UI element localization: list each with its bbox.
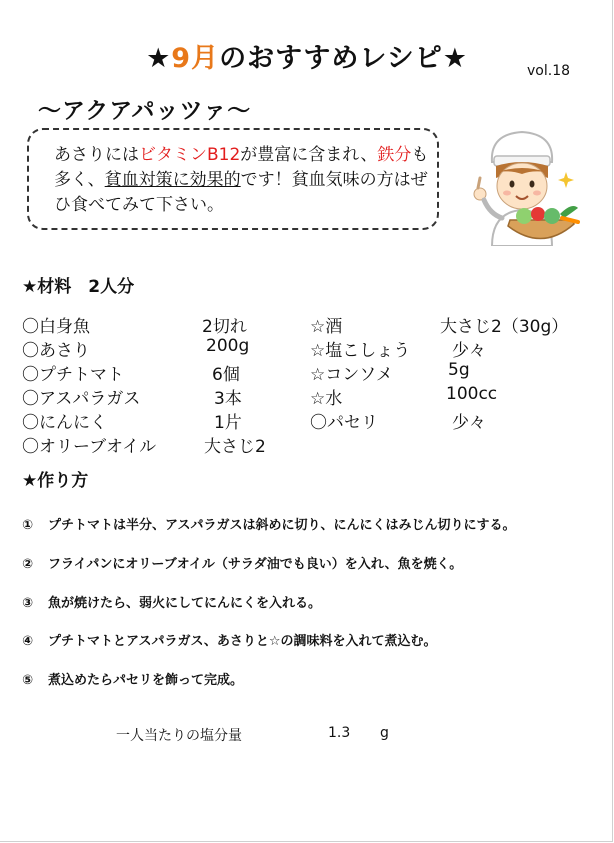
dish-name: ～アクアパッツァ～	[38, 98, 252, 124]
ingredient-qty: 2切れ	[202, 317, 247, 337]
ingredient-qty: 200g	[206, 336, 250, 356]
title-main: のおすすめレシピ★	[219, 43, 468, 74]
ingredient-name: ☆水	[310, 389, 343, 409]
ingredient-qty: 1片	[214, 413, 242, 433]
iron-highlight: 鉄分	[377, 145, 412, 165]
step-item	[22, 592, 321, 611]
title-month: 9月	[171, 43, 220, 74]
step-number: ③	[22, 596, 34, 611]
intro-text-part: も多く、	[54, 145, 429, 190]
intro-text	[54, 143, 434, 218]
volume-label: vol.18	[527, 63, 571, 79]
step-item	[22, 669, 243, 688]
ingredient-qty: 3本	[214, 389, 242, 409]
step-number: ①	[22, 518, 34, 533]
ingredient-qty: 大さじ2	[204, 437, 266, 457]
step-item	[22, 514, 515, 533]
intro-text-part: が豊富に含まれ、	[240, 145, 378, 165]
step-item	[22, 553, 462, 572]
step-number: ②	[22, 557, 34, 572]
intro-text-part: あさりには	[54, 145, 139, 165]
ingredient-qty: 少々	[452, 341, 486, 361]
ingredient-qty: 5g	[448, 360, 470, 380]
ingredient-name: 〇パセリ	[310, 413, 378, 433]
salt-unit: g	[380, 725, 389, 741]
step-text: プチトマトは半分、アスパラガスは斜めに切り、にんにくはみじん切りにする。	[48, 518, 516, 533]
ingredient-name: 〇プチトマト	[22, 365, 124, 385]
ingredient-qty: 少々	[452, 413, 486, 433]
step-number: ⑤	[22, 673, 34, 688]
chef-illustration	[462, 122, 582, 246]
ingredient-name: 〇アスパラガス	[22, 389, 141, 409]
ingredient-name: 〇あさり	[22, 341, 90, 361]
ingredient-name: 〇にんにく	[22, 413, 107, 433]
step-text: 魚が焼けたら、弱火にしてにんにくを入れる。	[48, 596, 322, 611]
steps-heading: ★作り方	[22, 471, 89, 491]
step-text: 煮込めたらパセリを飾って完成。	[48, 673, 244, 688]
step-text: フライパンにオリーブオイル（サラダ油でも良い）を入れ、魚を焼く。	[48, 557, 463, 572]
step-item	[22, 630, 437, 649]
ingredient-name: 〇白身魚	[22, 317, 90, 337]
ingredient-name: ☆酒	[310, 317, 343, 337]
ingredient-qty: 大さじ2（30g）	[440, 317, 569, 337]
salt-value: 1.3	[328, 725, 351, 741]
salt-label: 一人当たりの塩分量	[116, 728, 242, 744]
anemia-underline: 貧血対策に効果的	[104, 170, 241, 190]
title-prefix: ★	[146, 43, 172, 74]
ingredient-name: ☆塩こしょう	[310, 341, 411, 361]
ingredients-heading: ★材料 2人分	[22, 277, 135, 297]
step-number: ④	[22, 634, 34, 649]
ingredient-qty: 100cc	[446, 384, 498, 404]
intro-text-part: です！貧血気味の方はぜひ食べてみて下さい。	[54, 170, 428, 215]
step-text: プチトマトとアスパラガス、あさりと☆の調味料を入れて煮込む。	[48, 634, 437, 649]
ingredient-name: 〇オリーブオイル	[22, 437, 157, 457]
page-title	[0, 36, 614, 75]
ingredient-qty: 6個	[212, 365, 240, 385]
vitamin-highlight: ビタミンB12	[139, 145, 241, 165]
ingredient-name: ☆コンソメ	[310, 365, 393, 385]
